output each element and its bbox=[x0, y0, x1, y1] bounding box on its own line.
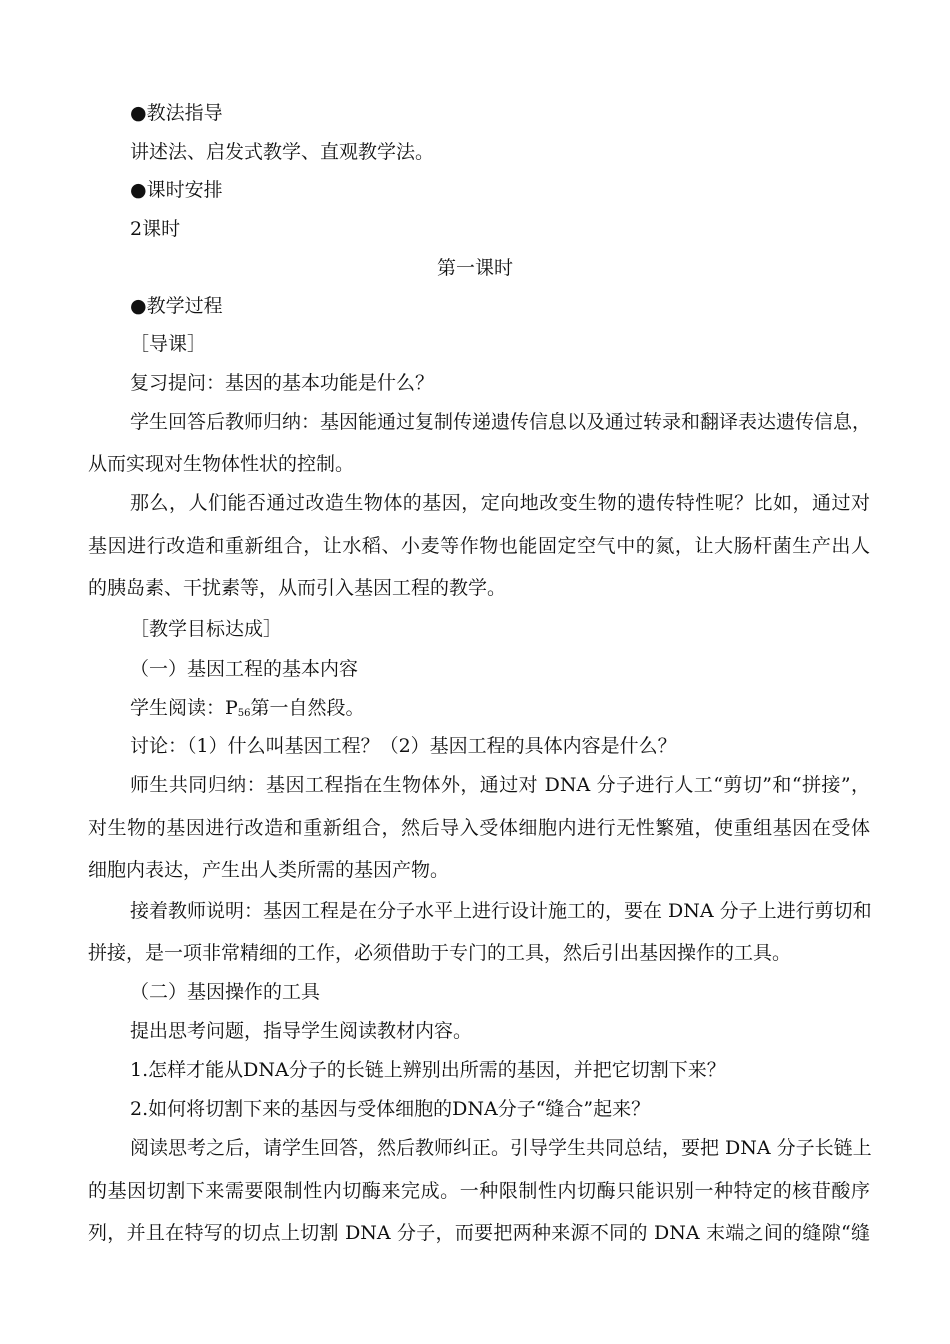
reading-suffix: 第一自然段。 bbox=[250, 697, 365, 719]
page-number-subscript: 56 bbox=[237, 708, 251, 719]
heading-teaching-method: ●教法指导 bbox=[130, 102, 223, 124]
heading-part2: （二）基因操作的工具 bbox=[130, 981, 321, 1003]
heading-schedule: ●课时安排 bbox=[130, 179, 223, 201]
paragraph-line: 基因进行改造和重新组合，让水稻、小麦等作物也能固定空气中的氮，让大肠杆菌生产出人 bbox=[88, 535, 870, 557]
discussion-questions: 讨论：（1）什么叫基因工程？（2）基因工程的具体内容是什么？ bbox=[130, 735, 677, 757]
question-2: 2.如何将切割下来的基因与受体细胞的DNA分子“缝合”起来？ bbox=[130, 1098, 651, 1120]
review-question: 复习提问：基因的基本功能是什么？ bbox=[130, 372, 435, 394]
paragraph-line: 的基因切割下来需要限制性内切酶来完成。一种限制性内切酶只能识别一种特定的核苷酸序 bbox=[88, 1180, 870, 1202]
heading-process: ●教学过程 bbox=[130, 295, 223, 317]
paragraph-line: 的胰岛素、干扰素等，从而引入基因工程的教学。 bbox=[88, 577, 507, 599]
paragraph-line: 列，并且在特写的切点上切割 DNA 分子，而要把两种来源不同的 DNA 末端之间的缝隙“缝 bbox=[88, 1222, 870, 1244]
question-1: 1.怎样才能从DNA分子的长链上辨别出所需的基因，并把它切割下来？ bbox=[130, 1059, 726, 1081]
heading-part1: （一）基因工程的基本内容 bbox=[130, 658, 359, 680]
reading-assignment bbox=[130, 695, 912, 727]
paragraph-line: 接着教师说明：基因工程是在分子水平上进行设计施工的，要在 DNA 分子上进行剪切和 bbox=[130, 900, 872, 922]
schedule-text: 2课时 bbox=[130, 218, 181, 240]
section-intro: ［导课］ bbox=[130, 333, 207, 355]
paragraph-line: 阅读思考之后，请学生回答，然后教师纠正。引导学生共同总结，要把 DNA 分子长链上 bbox=[130, 1137, 872, 1159]
paragraph-line: 那么，人们能否通过改造生物体的基因，定向地改变生物的遗传特性呢？比如，通过对 bbox=[130, 492, 870, 514]
lesson-title: 第一课时 bbox=[436, 257, 513, 279]
paragraph-line: 学生回答后教师归纳：基因能通过复制传递遗传信息以及通过转录和翻译表达遗传信息， bbox=[130, 411, 872, 433]
paragraph-line: 从而实现对生物体性状的控制。 bbox=[88, 453, 355, 475]
teaching-methods-text: 讲述法、启发式教学、直观教学法。 bbox=[130, 141, 435, 163]
section-goals: ［教学目标达成］ bbox=[130, 618, 283, 640]
paragraph-line: 师生共同归纳：基因工程指在生物体外，通过对 DNA 分子进行人工“剪切”和“拼接”， bbox=[130, 774, 870, 796]
prompt-text: 提出思考问题，指导学生阅读教材内容。 bbox=[130, 1020, 473, 1042]
reading-prefix: 学生阅读：P bbox=[130, 697, 238, 719]
paragraph-line: 细胞内表达，产生出人类所需的基因产物。 bbox=[88, 859, 450, 881]
paragraph-line: 拼接，是一项非常精细的工作，必须借助于专门的工具，然后引出基因操作的工具。 bbox=[88, 942, 792, 964]
paragraph-line: 对生物的基因进行改造和重新组合，然后导入受体细胞内进行无性繁殖，使重组基因在受体 bbox=[88, 817, 870, 839]
